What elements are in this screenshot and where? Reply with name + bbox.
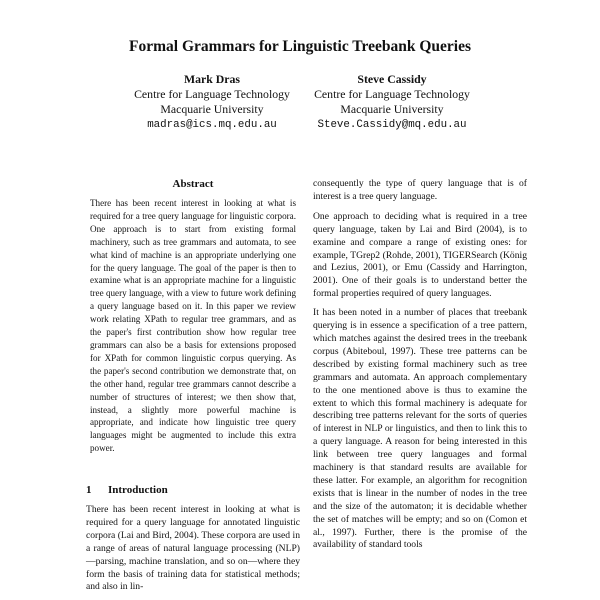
author-name: Steve Cassidy	[357, 72, 427, 86]
introduction-body	[86, 504, 300, 594]
author-name: Mark Dras	[183, 72, 241, 86]
section-heading-introduction	[86, 483, 300, 497]
author-affiliation: Centre for Language Technology	[314, 87, 470, 102]
abstract-heading: Abstract	[172, 178, 214, 190]
author-email: Steve.Cassidy@mq.edu.au	[317, 118, 467, 131]
author-institution: Macquarie University	[160, 102, 264, 117]
right-paragraph-2: One approach to deciding what is required in a tree query language, taken by Lai and Bird (2004), is to examine and compare a range of existing ones: for example, TGrep2 (Rohde, 2001), TIGERSearch (König and Lezius, 2001), or Emu (Cassidy and Harrington, 2001). One of their goals is to understand better the formal properties required of query languages.	[313, 210, 527, 300]
right-column	[313, 178, 527, 558]
abstract-body	[90, 197, 296, 455]
right-paragraph-1: consequently the type of query language that is of interest is a tree query language.	[313, 178, 527, 202]
introduction-paragraph: There has been recent interest in looking at what is required for a query language for annotated linguistic corpora (Lai and Bird, 2004). These corpora are used in a range of areas of natural language processing (NLP)—parsing, machine translation, and so on—where they form the basis of training data for statistical methods; and also in lin-	[86, 504, 300, 593]
author-institution: Macquarie University	[340, 102, 444, 117]
section-title: Introduction	[108, 484, 168, 496]
author-block-2	[277, 72, 507, 133]
section-number: 1	[86, 484, 92, 496]
author-email: madras@ics.mq.edu.au	[147, 118, 277, 131]
right-paragraph-3: It has been noted in a number of places that treebank querying is in essence a specification of a tree pattern, which matches against the desired trees in the treebank corpus (Abiteboul, 1997). These tree patterns can be described by existing formal machinery such as tree grammars and automata. An approach complementary to the one mentioned above is thus to examine the extent to which this formal machinery is adequate for describing tree patterns relevant for the sorts of queries of interest in NLP or linguistics, and then to link this to a query language. A reason for being interested in this link between tree query languages and formal machinery is that standard results are available for these latter. For example, an algorithm for recognition exists that is linear in the number of nodes in the tree and the size of the automaton; it is decidable whether the set of matches will be empty; and so on (Comon et al., 1997). Further, there is the promise of the availability of standard tools	[313, 307, 527, 551]
paper-title: Formal Grammars for Linguistic Treebank Queries	[129, 38, 471, 55]
abstract-paragraph: There has been recent interest in looking at what is required for a tree query language for linguistic corpora. One approach is to start from existing formal machinery, such as tree grammars and automata, to see what kind of machine is an appropriate underlying one for the query language. The goal of the paper is then to examine what is an appropriate machine for a linguistic tree query language, with a view to future work defining a query language based on it. In this paper we review work relating XPath to regular tree grammars, and as the paper's first contribution show how regular tree grammars can also be a basis for extensions proposed for XPath for common linguistic corpus querying. As the paper's second contribution we demonstrate that, on the other hand, regular tree grammars cannot describe a number of structures of interest; we then show that, instead, a slightly more powerful machine is appropriate, and indicate how linguistic tree query languages might be augmented to include this extra power.	[90, 198, 296, 454]
author-affiliation: Centre for Language Technology	[134, 87, 290, 102]
